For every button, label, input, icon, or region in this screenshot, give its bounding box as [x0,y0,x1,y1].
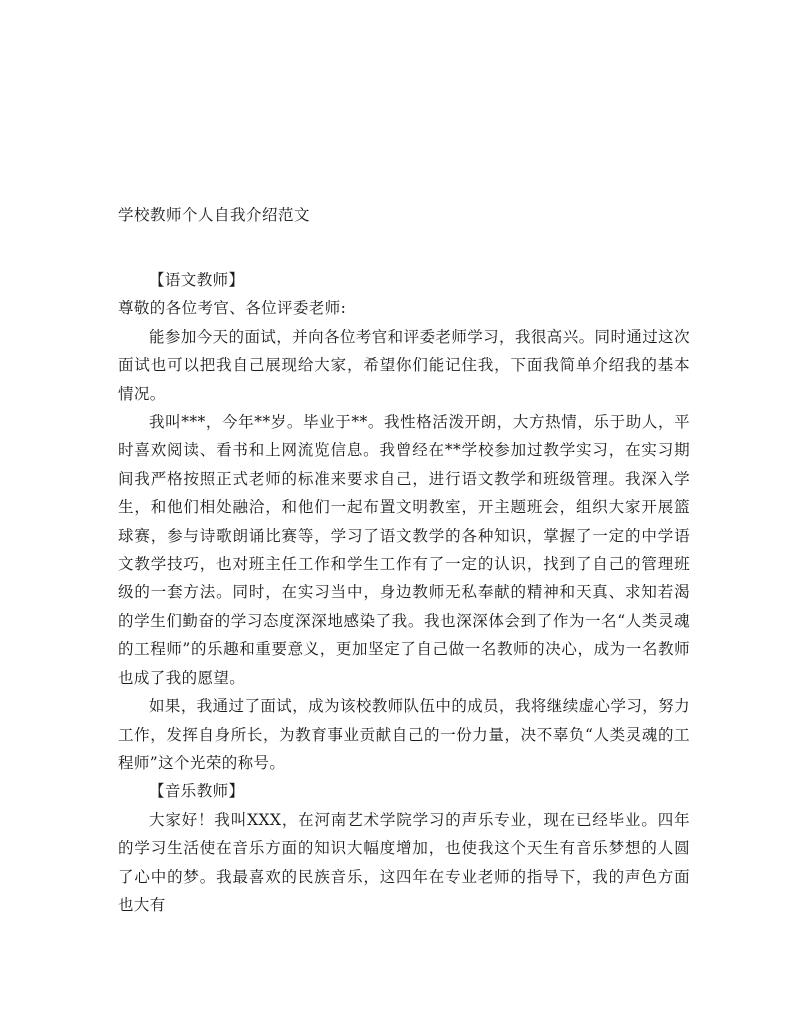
document-title: 学校教师个人自我介绍范文 [118,206,311,224]
paragraph: 我叫***，今年**岁。毕业于**。我性格活泼开朗，大方热情，乐于助人，平时喜欢阅读、看书和上网流览信息。我曾经在**学校参加过教学实习，在实习期间我严格按照正式老师的标准来要求自己，进行语文教学和班级管理。我深入学生，和他们相处融洽，和他们一起布置文明教室，开主题班会，组织大家开展篮球赛，参与诗歌朗诵比赛等，学习了语文教学的各种知识，掌握了一定的中学语文教学技巧，也对班主任工作和学生工作有了一定的认识，找到了自己的管理班级的一套方法。同时，在实习当中，身边教师无私奉献的精神和天真、求知若渴的学生们勤奋的学习态度深深地感染了我。我也深深体会到了作为一名“人类灵魂的工程师”的乐趣和重要意义，更加坚定了自己做一名教师的决心，成为一名教师也成了我的愿望。 [118,413,690,687]
paragraph: 大家好！我叫XXX，在河南艺术学院学习的声乐专业，现在已经毕业。四年的学习生活使在音乐方面的知识大幅度增加，也使我这个天生有音乐梦想的人圆了心中的梦。我最喜欢的民族音乐，这四年在专业老师的指导下，我的声色方面也大有 [118,810,690,914]
document-body [118,266,690,919]
section-heading-music-teacher: 【音乐教师】 [149,782,245,801]
salutation: 尊敬的各位考官、各位评委老师: [118,299,347,318]
section-heading-chinese-teacher: 【语文教师】 [149,271,245,289]
paragraph: 能参加今天的面试，并向各位考官和评委老师学习，我很高兴。同时通过这次面试也可以把我自己展现给大家，希望你们能记住我，下面我简单介绍我的基本情况。 [118,327,690,403]
paragraph: 如果，我通过了面试，成为该校教师队伍中的成员，我将继续虚心学习，努力工作，发挥自身所长，为教育事业贡献自己的一份力量，决不辜负“人类灵魂的工程师”这个光荣的称号。 [118,697,690,772]
